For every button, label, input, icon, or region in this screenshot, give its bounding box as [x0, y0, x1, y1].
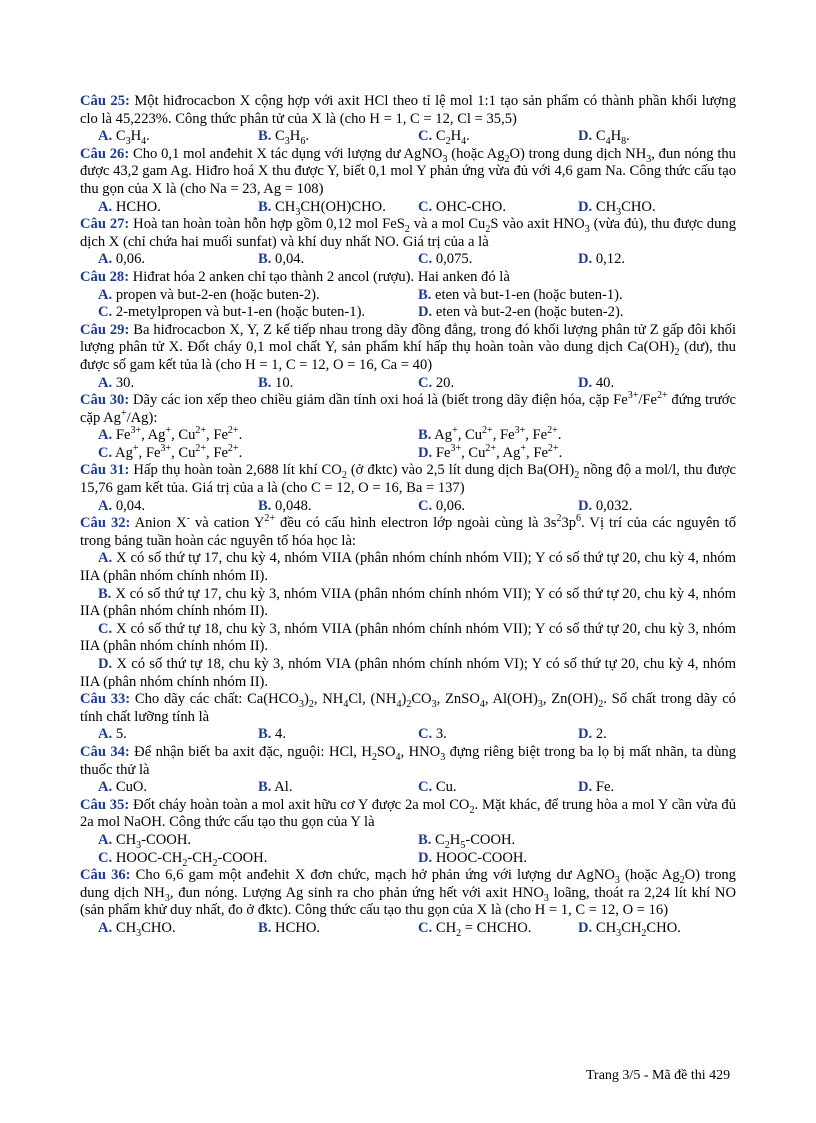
option-d[interactable]: D. $CH_3CH_2CHO$.	[578, 919, 681, 939]
question-25	[80, 93, 736, 128]
options-35-row1	[80, 832, 736, 850]
option-a[interactable]: A. CuO.	[98, 779, 148, 796]
question-number: Câu 25:	[80, 93, 130, 109]
option-d[interactable]: D. 0,12.	[578, 251, 626, 268]
option-b[interactable]: B. Al.	[258, 779, 293, 796]
option-b[interactable]: B. 0,04.	[258, 251, 305, 268]
question-35: Câu 35: Đốt cháy hoàn toàn a mol axit hữu cơ Y được 2a mol $CO_2$. Mặt khác, để trung hòa a mol Y cần vừa đủ 2a mol NaOH. Công thức cấu tạo thu gọn của Y là	[80, 796, 736, 831]
option-c[interactable]: C. Ag+, $Fe^{3+}$, $Cu^{2+}$, $Fe^{2+}$.	[98, 443, 243, 461]
question-number: Câu 36:	[80, 867, 131, 884]
question-29: Câu 29: Ba hiđrocacbon X, Y, Z kế tiếp nhau trong dãy đồng đẳng, trong đó khối lượng phân tử Z gấp đôi khối lượng phân tử X. Đốt cháy 0,1 mol chất Y, sản phẩm khí hấp thụ hoàn toàn vào dung dịch $Ca(OH)_2$ (dư), thu được số gam kết tủa là (cho H = 1, C = 12, O = 16, Ca = 40)	[80, 321, 736, 373]
option-a[interactable]: A. 0,06.	[98, 251, 146, 268]
question-number: Câu 33:	[80, 691, 131, 708]
option-a[interactable]: A. $Fe^{3+}$, Ag+, $Cu^{2+}$, $Fe^{2+}$.	[98, 425, 243, 444]
exam-page	[80, 93, 736, 938]
option-c[interactable]: C. X có số thứ tự 18, chu kỳ 3, nhóm VIIA (phân nhóm chính nhóm VII); Y có số thứ tự 20, chu kỳ 3, nhóm IIA (phân nhóm chính nhóm II).	[80, 620, 736, 655]
option-c[interactable]: C. Cu.	[418, 779, 457, 796]
option-d[interactable]: D. $CH_3CHO$.	[578, 198, 656, 218]
option-b[interactable]: B. $CH_3CH(OH)CHO$.	[258, 198, 386, 218]
question-number: Câu 35:	[80, 796, 130, 813]
option-d[interactable]: D. Fe.	[578, 779, 615, 796]
option-c[interactable]: C. 0,075.	[418, 251, 473, 268]
question-number: Câu 29:	[80, 321, 130, 338]
question-27: Câu 27: Hoà tan hoàn toàn hỗn hợp gồm 0,12 mol FeS$_2$ và a mol $Cu_2S$ vào axit $HNO_3$ (vừa đủ), thu được dung dịch X (chỉ chứa hai muối sunfat) và khí duy nhất NO. Giá trị của a là	[80, 216, 736, 250]
question-number: Câu 27:	[80, 216, 130, 233]
question-36: Câu 36: Cho 6,6 gam một anđehit X đơn chức, mạch hở phản ứng với lượng dư AgNO$_3$ (hoặc $Ag_2O$) trong dung dịch $NH_3$, đun nóng. Lượng Ag sinh ra cho phản ứng hết với axit $HNO_3$ loãng, thoát ra 2,24 lít khí NO (sản phẩm khử duy nhất, đo ở đktc). Công thức cấu tạo thu gọn của X là (cho H = 1, C = 12, O = 16)	[80, 867, 736, 919]
options-34	[80, 779, 736, 797]
options-28-row2	[80, 304, 736, 322]
option-a[interactable]: A. X có số thứ tự 17, chu kỳ 4, nhóm VIIA (phân nhóm chính nhóm VII); Y có số thứ tự 20, chu kỳ 4, nhóm IIA (phân nhóm chính nhóm II).	[80, 550, 736, 585]
option-c[interactable]: C. $CH_2$ = CHCHO.	[418, 919, 532, 939]
options-30-row1	[80, 427, 736, 445]
option-d[interactable]: D. 0,032.	[578, 497, 633, 514]
page-footer: Trang 3/5 - Mã đề thi 429	[586, 1068, 731, 1083]
option-a[interactable]: A. $CH_3CHO$.	[98, 919, 176, 939]
question-32: Câu 32: Anion X- và cation $Y^{2+}$ đều có cấu hình electron lớp ngoài cùng là $3s^23p^6$. Vị trí của các nguyên tố trong bảng tuần hoàn các nguyên tố hóa học là:	[80, 513, 736, 549]
question-number: Câu 32:	[80, 515, 131, 532]
option-b[interactable]: B. X có số thứ tự 17, chu kỳ 3, nhóm VIIA (phân nhóm chính nhóm VII); Y có số thứ tự 20, chu kỳ 4, nhóm IIA (phân nhóm chính nhóm II).	[80, 585, 736, 620]
options-27	[80, 251, 736, 269]
option-b[interactable]: B. HCHO.	[258, 919, 321, 936]
option-c[interactable]: C. OHC-CHO.	[418, 198, 506, 215]
question-28: Câu 28: Hiđrat hóa 2 anken chỉ tạo thành 2 ancol (rượu). Hai anken đó là	[80, 268, 510, 285]
option-b[interactable]: B. 10.	[258, 374, 294, 391]
option-a[interactable]: A. $CH_3$-COOH.	[98, 831, 192, 851]
option-a[interactable]: A. $C_3H_4$.	[98, 128, 150, 148]
question-number: Câu 28:	[80, 268, 130, 285]
option-c[interactable]: C. HOOC-$CH_2-CH_2$-COOH.	[98, 849, 268, 869]
option-d[interactable]: D. eten và but-2-en (hoặc buten-2).	[418, 304, 624, 321]
option-a[interactable]: A. 30.	[98, 374, 135, 391]
option-c[interactable]: C. 20.	[418, 374, 455, 391]
option-a[interactable]: A. 5.	[98, 726, 127, 743]
options-31	[80, 498, 736, 516]
question-26: Câu 26: Cho 0,1 mol anđehit X tác dụng với lượng dư AgNO$_3$ (hoặc $Ag_2O$) trong dung dịch $NH_3$, đun nóng thu được 43,2 gam Ag. Hiđro hoá X thu được Y, biết 0,1 mol Y phản ứng vừa đủ với 4,6 gam Na. Công thức cấu tạo thu gọn của X là (cho Na = 23, Ag = 108)	[80, 145, 736, 197]
options-33	[80, 726, 736, 744]
option-c[interactable]: C. 2-metylpropen và but-1-en (hoặc buten-1).	[98, 304, 366, 321]
options-26	[80, 199, 736, 217]
question-30: Câu 30: Dãy các ion xếp theo chiều giảm dần tính oxi hoá là (biết trong dãy điện hóa, cặp $Fe^{3+}/Fe^{2+}$ đứng trước cặp Ag+/Ag):	[80, 390, 736, 426]
question-number: Câu 34:	[80, 743, 130, 760]
question-number: Câu 31:	[80, 462, 130, 479]
options-36	[80, 920, 736, 938]
options-30-row2	[80, 445, 736, 463]
option-d[interactable]: D. HOOC-COOH.	[418, 849, 528, 866]
question-text: Một hiđrocacbon X cộng hợp với axit HCl theo tỉ lệ mol 1:1 tạo sản phẩm có thành phần khối lượng clo là 45,223%. Công thức phân tử của X là (cho H = 1, C = 12, Cl = 35,5)	[80, 93, 736, 127]
option-a[interactable]: A. HCHO.	[98, 198, 161, 215]
option-b[interactable]: B. $C_3H_6$.	[258, 128, 309, 148]
option-a[interactable]: A. propen và but-2-en (hoặc buten-2).	[98, 286, 320, 303]
question-number: Câu 30:	[80, 392, 130, 409]
option-d[interactable]: D. $Fe^{3+}$, $Cu^{2+}$, Ag+, $Fe^{2+}$.	[418, 443, 563, 461]
question-31: Câu 31: Hấp thụ hoàn toàn 2,688 lít khí $CO_2$ (ở đktc) vào 2,5 lít dung dịch $Ba(OH)_2$ nồng độ a mol/l, thu được 15,76 gam kết tủa. Giá trị của a là (cho C = 12, O = 16, Ba = 137)	[80, 462, 736, 497]
options-28-row1	[80, 287, 736, 305]
option-c[interactable]: C. $C_2H_4$.	[418, 128, 470, 148]
question-34: Câu 34: Để nhận biết ba axit đặc, nguội: HCl, $H_2SO_4$, $HNO_3$ đựng riêng biệt trong ba lọ bị mất nhãn, ta dùng thuốc thử là	[80, 743, 736, 778]
option-c[interactable]: C. 0,06.	[418, 497, 466, 514]
option-d[interactable]: D. 2.	[578, 726, 607, 743]
option-d[interactable]: D. X có số thứ tự 18, chu kỳ 3, nhóm VIA (phân nhóm chính nhóm VI); Y có số thứ tự 20, chu kỳ 4, nhóm IIA (phân nhóm chính nhóm II).	[80, 656, 736, 690]
option-a[interactable]: A. 0,04.	[98, 497, 146, 514]
question-33: Câu 33: Cho dãy các chất: $Ca(HCO_3)_2$, $NH_4Cl$, $(NH_4)_2CO_3$, ZnSO$_4$, $Al(OH)_3$, $Zn(OH)_2$. Số chất trong dãy có tính chất lưỡng tính là	[80, 691, 736, 725]
question-number: Câu 26:	[80, 145, 130, 162]
option-b[interactable]: B. 4.	[258, 726, 286, 743]
option-b[interactable]: B. $C_2H_5$-COOH.	[418, 831, 516, 851]
options-35-row2	[80, 850, 736, 868]
option-b[interactable]: B. 0,048.	[258, 497, 312, 514]
option-b[interactable]: B. eten và but-1-en (hoặc buten-1).	[418, 286, 623, 303]
option-b[interactable]: B. Ag+, $Cu^{2+}$, $Fe^{3+}$, $Fe^{2+}$.	[418, 425, 562, 444]
option-d[interactable]: D. 40.	[578, 374, 615, 391]
option-c[interactable]: C. 3.	[418, 726, 447, 743]
options-25	[80, 128, 736, 146]
option-d[interactable]: D. $C_4H_8$.	[578, 128, 630, 148]
